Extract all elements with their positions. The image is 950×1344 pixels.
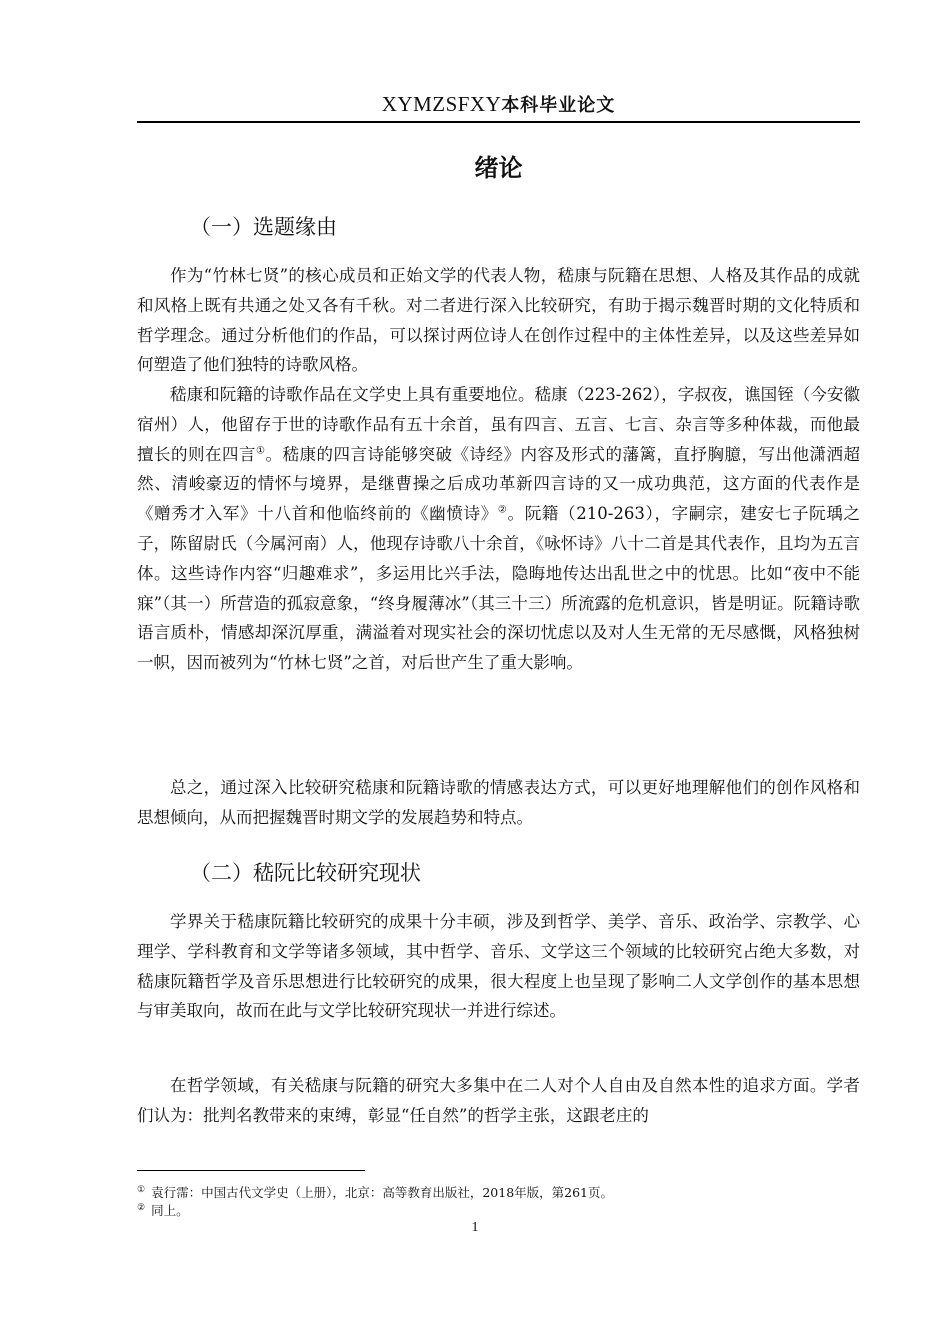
paragraph-text: 。阮籍（210-263），字嗣宗，建安七子阮瑀之子，陈留尉氏（今属河南）人，他现存诗歌八十余首，《咏怀诗》八十二首是其代表作，且均为五言体。这些诗作内容“归趣难求”，多运用比兴手法，隐晦地传达出乱世之中的忧思。比如“夜中不能寐”（其一）所营造的孤寂意象，“终身履薄冰”（其三十三）所流露的危机意识，皆是明证。阮籍诗歌语言质朴，情感却深沉厚重，满溢着对现实社会的深切忧虑以及对人生无常的无尽感慨，风格独树一帜，因而被列为“竹林七贤”之首，对后世产生了重大影响。	[137, 504, 861, 673]
paragraph-text: 嵇康和阮籍的诗歌作品在文学史上具有重要地位。嵇康（223-262），字叔夜，谯国铚（今安徽宿州）人，他留存于世的诗歌作品有五十余首，虽有四言、五言、七言、杂言等多种体裁，而他最擅长的则在四言	[137, 385, 860, 464]
footnote-ref-1: ①	[256, 445, 266, 457]
section1-paragraph-3: 总之，通过深入比较研究嵇康和阮籍诗歌的情感表达方式，可以更好地理解他们的创作风格和思想倾向，从而把握魏晋时期文学的发展趋势和特点。	[137, 778, 860, 827]
section2-paragraph-1: 学界关于嵇康阮籍比较研究的成果十分丰硕，涉及到哲学、美学、音乐、政治学、宗教学、心理学、学科教育和文学等诸多领域，其中哲学、音乐、文学这三个领域的比较研究占绝大多数，对嵇康阮籍哲学及音乐思想进行比较研究的成果，很大程度上也呈现了影响二人文学创作的基本思想与审美取向，故而在此与文学比较研究现状一并进行综述。	[137, 912, 860, 1021]
header-code: XYMZSFXY	[381, 92, 502, 116]
footnote-mark: ②	[137, 1203, 146, 1213]
chapter-title: 绪论	[474, 154, 523, 182]
header-suffix: 本科毕业论文	[501, 95, 616, 116]
page-number: 1	[471, 1220, 479, 1235]
section-heading-2: （二）嵇阮比较研究现状	[190, 861, 421, 885]
footnote-2	[137, 1199, 860, 1220]
footnote-mark: ①	[137, 1185, 146, 1195]
section1-paragraph-1: 作为“竹林七贤”的核心成员和正始文学的代表人物，嵇康与阮籍在思想、人格及其作品的成就和风格上既有共通之处又各有千秋。对二者进行深入比较研究，有助于揭示魏晋时期的文化特质和哲学理念。通过分析他们的作品，可以探讨两位诗人在创作过程中的主体性差异，以及这些差异如何塑造了他们独特的诗歌风格。	[137, 266, 860, 375]
paragraph-text: 。嵇康的四言诗能够突破《诗经》内容及形式的藩篱，直抒胸臆，写出他潇洒超然、清峻豪迈的情怀与境界，是继曹操之后成功革新四言诗的又一成功典范，这方面的代表作是《赠秀才入军》十八首和他临终前的《幽愤诗》	[137, 444, 861, 524]
footnote-separator	[137, 1170, 365, 1171]
section-heading-1: （一）选题缘由	[190, 215, 337, 239]
footnote-text: 袁行霈：中国古代文学史（上册），北京：高等教育出版社，2018年版，第261页。	[151, 1185, 613, 1201]
footnote-ref-2: ②	[497, 504, 508, 516]
page-header	[137, 91, 860, 123]
footnote-text: 同上。	[151, 1203, 189, 1219]
section1-paragraph-2	[137, 380, 860, 678]
section2-paragraph-2: 在哲学领域，有关嵇康与阮籍的研究大多集中在二人对个人自由及自然本性的追求方面。学者们认为：批判名教带来的束缚，彰显“任自然”的哲学主张，这跟老庄的	[137, 1076, 860, 1125]
